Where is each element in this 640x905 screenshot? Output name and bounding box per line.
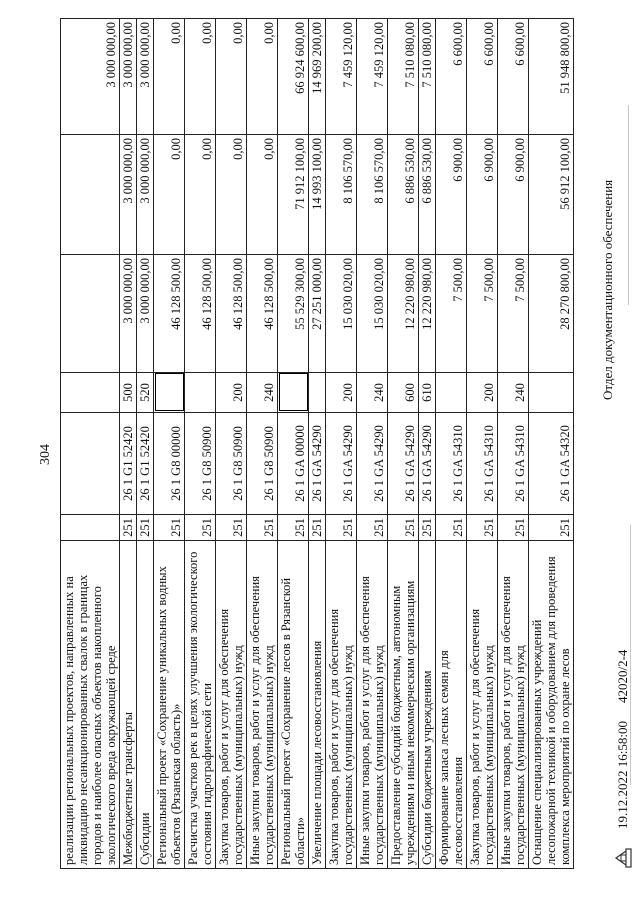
row-target-article-cell: 26 1 GA 54290 <box>326 413 357 515</box>
row-amount-year2-cell: 6 900,00 <box>498 135 529 255</box>
row-expense-type-cell: 200 <box>467 373 498 413</box>
row-amount-year2-cell: 6 886 530,00 <box>388 135 419 255</box>
row-name-cell: Закупка товаров, работ и услуг для обеспечения государственных (муниципальных) нужд <box>326 541 357 869</box>
row-target-article-cell: 26 1 GA 54310 <box>467 413 498 515</box>
row-amount-year1-cell: 28 270 800,00 <box>529 255 574 373</box>
table-row <box>120 19 137 869</box>
row-amount-year3-cell: 0,00 <box>154 19 185 135</box>
row-amount-year3-cell: 51 948 800,00 <box>529 19 574 135</box>
row-expense-type-cell: 240 <box>498 373 529 413</box>
row-target-article-cell: 26 1 G8 50900 <box>247 413 278 515</box>
row-amount-year2-cell <box>61 135 120 255</box>
row-amount-year1-cell: 7 500,00 <box>467 255 498 373</box>
row-name-cell: Увеличение площади лесовосстановления <box>309 541 326 869</box>
row-amount-year1-cell: 12 220 980,00 <box>419 255 436 373</box>
row-amount-year2-cell: 3 000 000,00 <box>120 135 137 255</box>
row-target-article-cell: 26 1 GA 54290 <box>357 413 388 515</box>
row-amount-year3-cell: 14 969 200,00 <box>309 19 326 135</box>
row-target-article-cell: 26 1 GA 54290 <box>388 413 419 515</box>
row-expense-type-cell <box>185 373 216 413</box>
row-amount-year2-cell: 6 886 530,00 <box>419 135 436 255</box>
row-amount-year2-cell: 0,00 <box>216 135 247 255</box>
table-row <box>309 19 326 869</box>
row-name-cell: Формирование запаса лесных семян для лесовосстановления <box>436 541 467 869</box>
table-row <box>498 19 529 869</box>
row-amount-year2-cell: 8 106 570,00 <box>326 135 357 255</box>
row-target-article-cell <box>61 413 120 515</box>
row-expense-type-cell <box>529 373 574 413</box>
row-expense-type-cell: 240 <box>247 373 278 413</box>
row-expense-type-cell <box>436 373 467 413</box>
scan-line <box>630 525 631 785</box>
row-expense-type-cell: 200 <box>216 373 247 413</box>
row-code-cell: 251 <box>309 515 326 541</box>
row-name-cell: Межбюджетные трансферты <box>120 541 137 869</box>
row-amount-year1-cell: 46 128 500,00 <box>216 255 247 373</box>
row-name-cell: Расчистка участков рек в целях улучшения экологического состояния гидрографической сети <box>185 541 216 869</box>
row-code-cell: 251 <box>419 515 436 541</box>
row-amount-year1-cell: 15 030 020,00 <box>326 255 357 373</box>
footer-timestamp: 19.12.2022 16:58:00 <box>615 721 630 829</box>
row-expense-type-cell: 240 <box>357 373 388 413</box>
row-code-cell: 251 <box>120 515 137 541</box>
row-amount-year1-cell: 7 500,00 <box>498 255 529 373</box>
scan-line <box>628 105 629 305</box>
row-amount-year1-cell: 46 128 500,00 <box>247 255 278 373</box>
row-code-cell: 251 <box>388 515 419 541</box>
row-target-article-cell: 26 1 GA 54310 <box>498 413 529 515</box>
row-amount-year3-cell: 3 000 000,00 <box>61 19 120 135</box>
row-code-cell: 251 <box>498 515 529 541</box>
row-name-cell: Иные закупки товаров, работ и услуг для обеспечения государственных (муниципальных) нужд <box>498 541 529 869</box>
row-amount-year2-cell: 0,00 <box>154 135 185 255</box>
row-amount-year2-cell: 0,00 <box>185 135 216 255</box>
row-amount-year3-cell: 0,00 <box>185 19 216 135</box>
row-code-cell: 251 <box>326 515 357 541</box>
row-code-cell: 251 <box>185 515 216 541</box>
row-target-article-cell: 26 1 GA 54290 <box>309 413 326 515</box>
row-amount-year3-cell: 6 600,00 <box>498 19 529 135</box>
row-expense-type-cell <box>61 373 120 413</box>
row-target-article-cell: 26 1 GA 54310 <box>436 413 467 515</box>
row-code-cell: 251 <box>278 515 309 541</box>
row-code-cell: 251 <box>247 515 278 541</box>
table-row <box>278 19 309 869</box>
table-row <box>185 19 216 869</box>
row-expense-type-cell: 520 <box>137 373 154 413</box>
row-expense-type-cell <box>309 373 326 413</box>
row-expense-type-cell <box>154 373 185 413</box>
table-row <box>419 19 436 869</box>
row-name-cell: Субсидии бюджетным учреждениям <box>419 541 436 869</box>
row-amount-year2-cell: 6 900,00 <box>467 135 498 255</box>
row-name-cell: Предоставление субсидий бюджетным, автономным учреждениям и иным некоммерческим организациям <box>388 541 419 869</box>
row-amount-year1-cell: 55 529 300,00 <box>278 255 309 373</box>
row-code-cell: 251 <box>137 515 154 541</box>
row-code-cell: 251 <box>154 515 185 541</box>
row-amount-year2-cell: 0,00 <box>247 135 278 255</box>
row-name-cell: Региональный проект «Сохранение уникальных водных объектов (Рязанская область)» <box>154 541 185 869</box>
table-row <box>216 19 247 869</box>
table-row <box>137 19 154 869</box>
row-expense-type-cell: 200 <box>326 373 357 413</box>
row-name-cell: Закупка товаров, работ и услуг для обеспечения государственных (муниципальных) нужд <box>216 541 247 869</box>
table-row <box>247 19 278 869</box>
table-row <box>529 19 574 869</box>
row-name-cell: реализации региональных проектов, направленных на ликвидацию несанкционированных свалок в границах городов и наиболее опасных объектов накопленного экологического вреда окружающей среде <box>61 541 120 869</box>
row-target-article-cell: 26 1 G1 52420 <box>137 413 154 515</box>
row-amount-year1-cell: 46 128 500,00 <box>185 255 216 373</box>
row-target-article-cell: 26 1 G1 52420 <box>120 413 137 515</box>
row-amount-year1-cell: 7 500,00 <box>436 255 467 373</box>
row-amount-year1-cell <box>61 255 120 373</box>
row-amount-year3-cell: 6 600,00 <box>436 19 467 135</box>
row-name-cell: Закупка товаров, работ и услуг для обеспечения государственных (муниципальных) нужд <box>467 541 498 869</box>
row-amount-year3-cell: 3 000 000,00 <box>137 19 154 135</box>
department-stamp: Отдел документационного обеспечения <box>600 179 615 400</box>
row-amount-year3-cell: 6 600,00 <box>467 19 498 135</box>
row-amount-year2-cell: 14 993 100,00 <box>309 135 326 255</box>
row-amount-year2-cell: 56 912 100,00 <box>529 135 574 255</box>
table-row <box>357 19 388 869</box>
row-amount-year1-cell: 27 251 000,00 <box>309 255 326 373</box>
row-name-cell: Оснащение специализированных учреждений лесопожарной техникой и оборудованием для проведения комплекса мероприятий по охране лесов <box>529 541 574 869</box>
row-amount-year3-cell: 7 510 080,00 <box>388 19 419 135</box>
row-target-article-cell: 26 1 GA 00000 <box>278 413 309 515</box>
row-amount-year1-cell: 3 000 000,00 <box>137 255 154 373</box>
row-name-cell: Иные закупки товаров, работ и услуг для обеспечения государственных (муниципальных) нужд <box>247 541 278 869</box>
row-name-cell: Субсидии <box>137 541 154 869</box>
row-amount-year1-cell: 15 030 020,00 <box>357 255 388 373</box>
row-amount-year3-cell: 66 924 600,00 <box>278 19 309 135</box>
row-amount-year3-cell: 7 459 120,00 <box>326 19 357 135</box>
row-name-cell: Региональный проект «Сохранение лесов в Рязанской области» <box>278 541 309 869</box>
row-amount-year2-cell: 8 106 570,00 <box>357 135 388 255</box>
budget-table <box>60 18 574 869</box>
row-target-article-cell: 26 1 G8 00000 <box>154 413 185 515</box>
table-row <box>61 19 120 869</box>
table-row <box>388 19 419 869</box>
table-row <box>326 19 357 869</box>
row-code-cell: 251 <box>529 515 574 541</box>
row-target-article-cell: 26 1 G8 50900 <box>216 413 247 515</box>
table-row <box>154 19 185 869</box>
row-code-cell: 251 <box>216 515 247 541</box>
row-amount-year3-cell: 7 459 120,00 <box>357 19 388 135</box>
row-expense-type-cell: 500 <box>120 373 137 413</box>
row-target-article-cell: 26 1 GA 54320 <box>529 413 574 515</box>
row-expense-type-cell: 600 <box>388 373 419 413</box>
row-code-cell: 251 <box>467 515 498 541</box>
row-expense-type-cell: 610 <box>419 373 436 413</box>
row-code-cell: 251 <box>436 515 467 541</box>
row-name-cell: Иные закупки товаров, работ и услуг для обеспечения государственных (муниципальных) нужд <box>357 541 388 869</box>
row-expense-type-cell <box>278 373 309 413</box>
row-amount-year3-cell: 0,00 <box>247 19 278 135</box>
row-amount-year3-cell: 0,00 <box>216 19 247 135</box>
row-amount-year2-cell: 71 912 100,00 <box>278 135 309 255</box>
table-row <box>436 19 467 869</box>
row-amount-year2-cell: 6 900,00 <box>436 135 467 255</box>
row-amount-year3-cell: 7 510 080,00 <box>419 19 436 135</box>
page-number: 304 <box>38 444 53 465</box>
row-amount-year2-cell: 3 000 000,00 <box>137 135 154 255</box>
footer-doc-code: 42020/2-4 <box>615 649 630 704</box>
row-amount-year1-cell: 46 128 500,00 <box>154 255 185 373</box>
row-amount-year3-cell: 3 000 000,00 <box>120 19 137 135</box>
row-amount-year1-cell: 12 220 980,00 <box>388 255 419 373</box>
row-amount-year1-cell: 3 000 000,00 <box>120 255 137 373</box>
table-row <box>467 19 498 869</box>
row-code-cell: 251 <box>357 515 388 541</box>
row-target-article-cell: 26 1 G8 50900 <box>185 413 216 515</box>
registry-logo-icon <box>612 847 634 869</box>
row-code-cell <box>61 515 120 541</box>
row-target-article-cell: 26 1 GA 54290 <box>419 413 436 515</box>
